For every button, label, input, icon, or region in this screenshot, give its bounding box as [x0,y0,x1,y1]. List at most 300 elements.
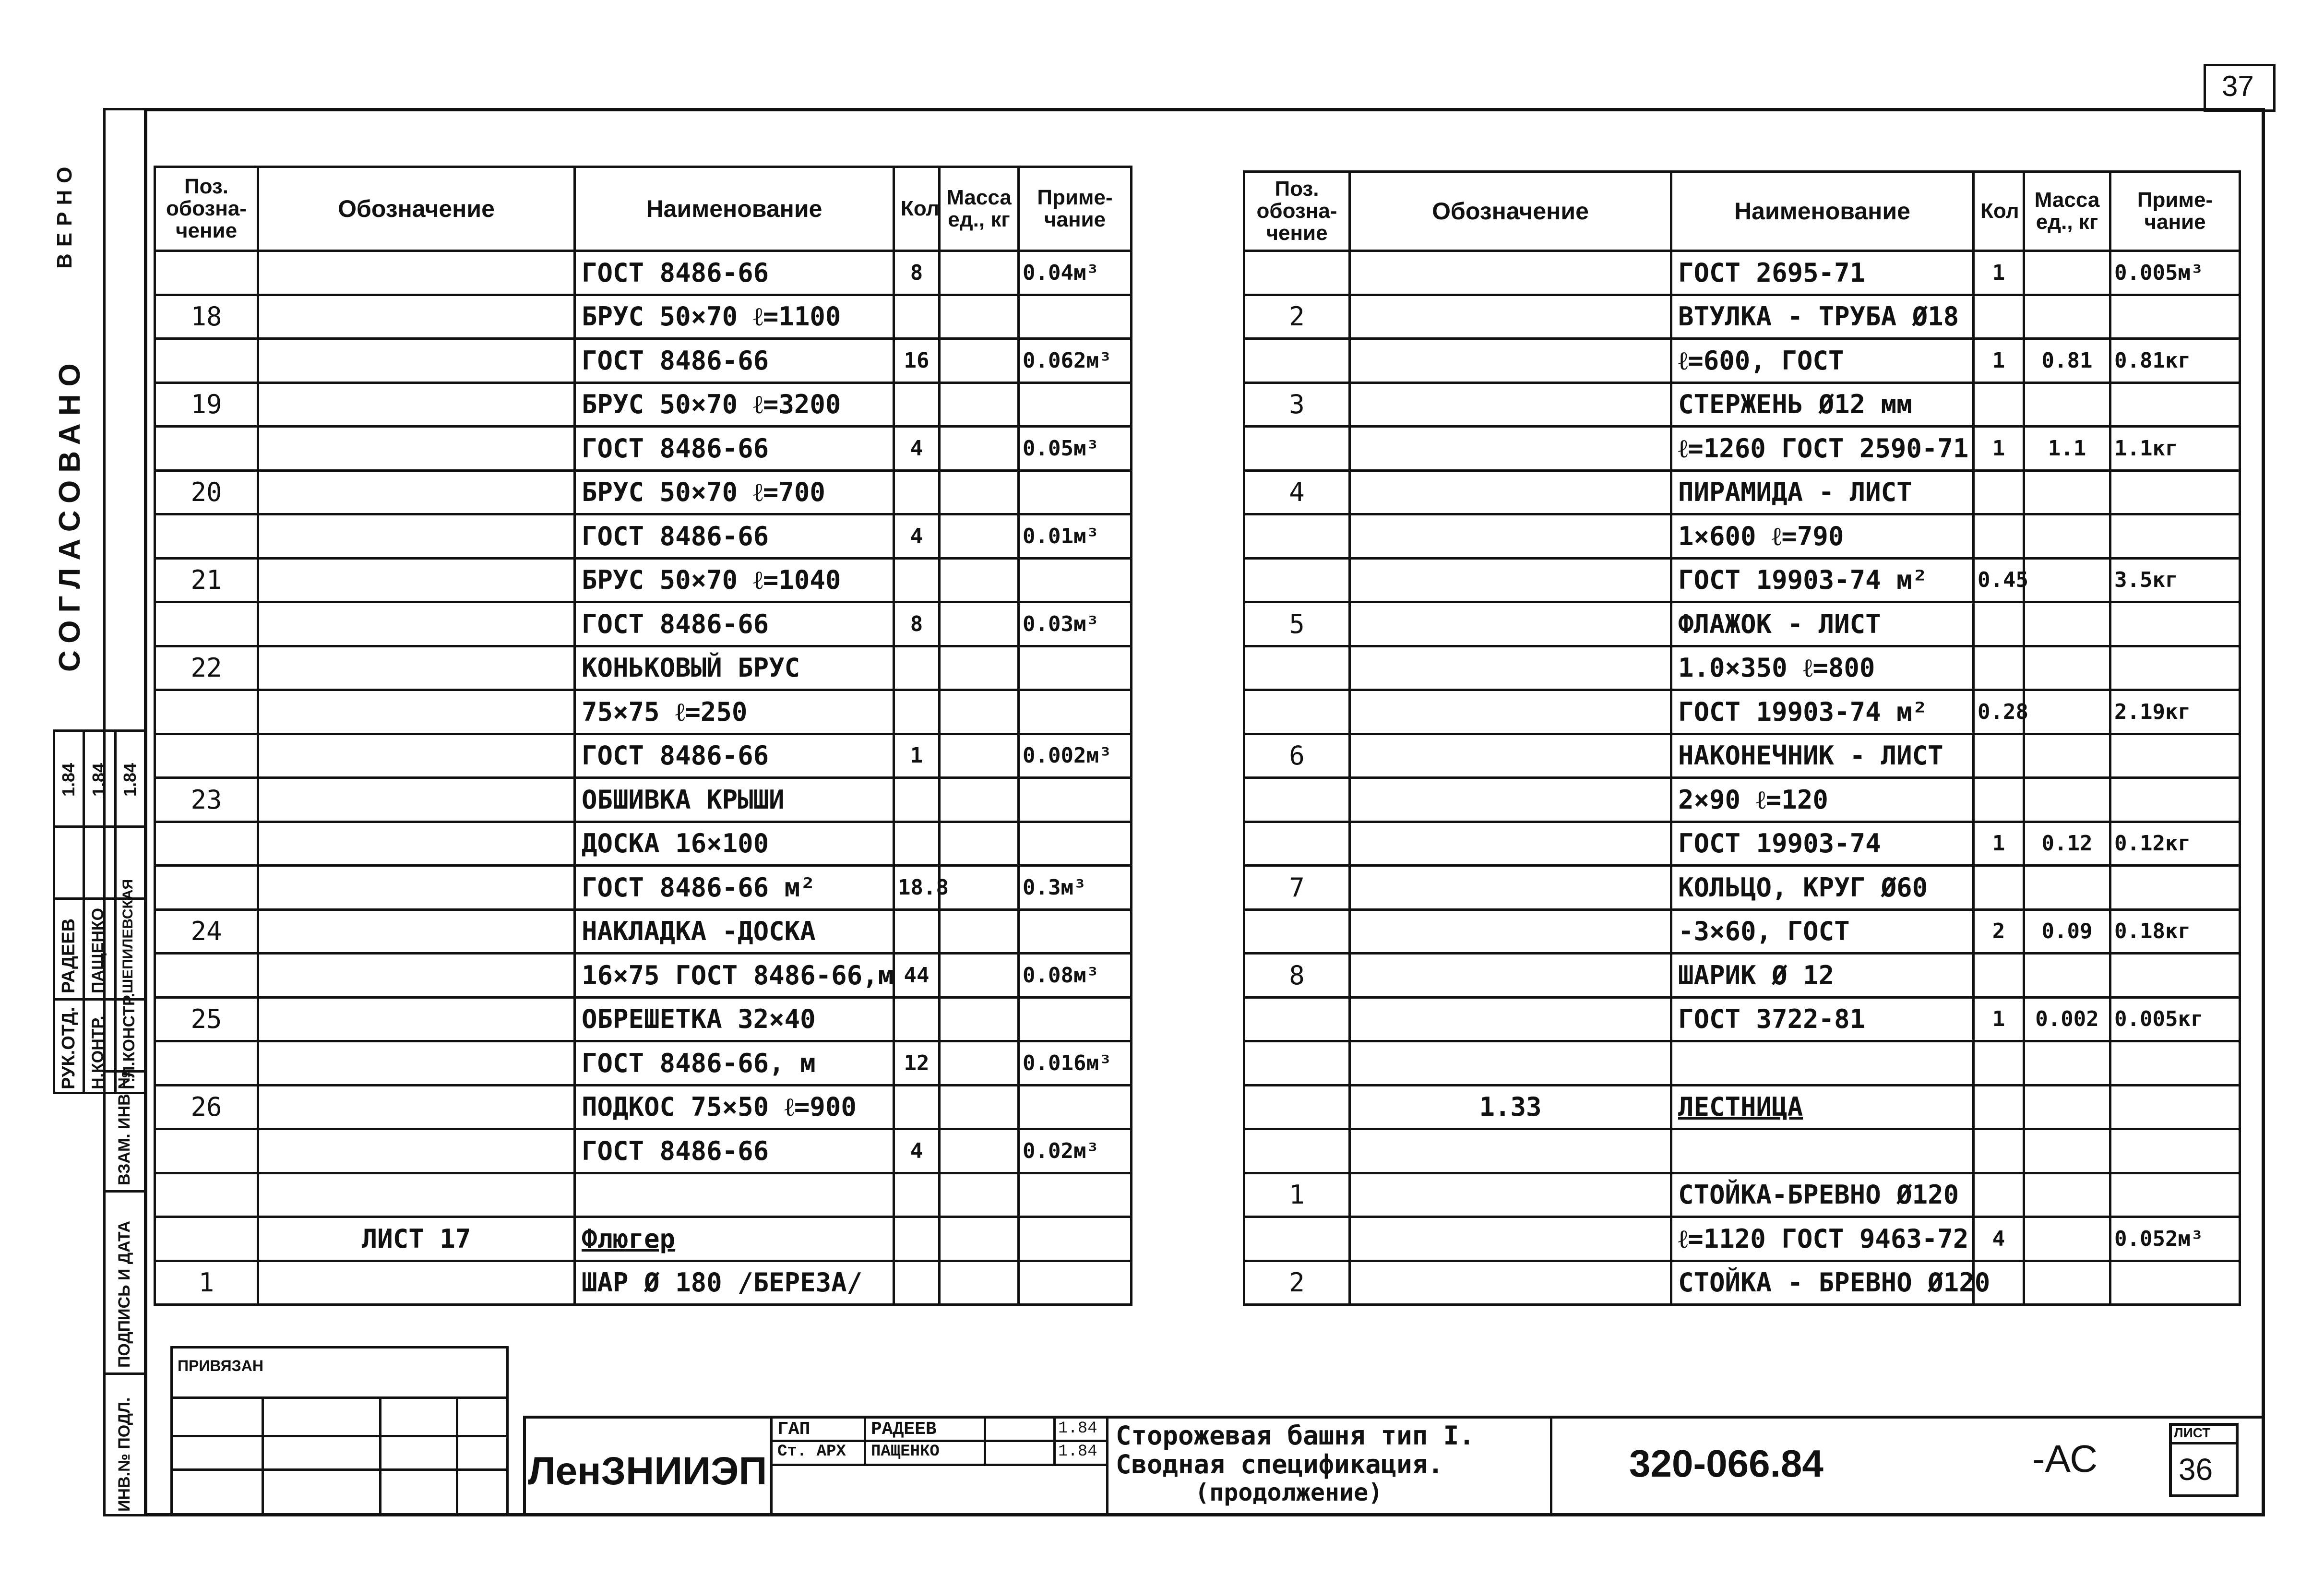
corner-number: 37 [2222,70,2254,102]
right-cell-name: ВТУЛКА - ТРУБА Ø18 [1671,295,1974,339]
left-cell-name: ГОСТ 8486-66, м [575,1041,894,1086]
right-cell-note [2110,514,2240,559]
left-cell-name: НАКЛАДКА -ДОСКА [575,909,894,954]
left-cell-mass [940,602,1019,646]
left-cell-mass [940,558,1019,602]
right-cell-mass [2024,514,2110,559]
table-row [1244,822,2240,866]
right-cell-mass [2024,295,2110,339]
left-cell-designation [258,1041,575,1086]
table-row [155,427,1132,471]
table-row [1244,1041,2240,1086]
left-cell-designation [258,909,575,954]
gap-name: РАДЕЕВ [871,1419,937,1440]
right-cell-designation [1350,1217,1671,1261]
right-cell-pos [1244,427,1350,471]
left-cell-mass [940,690,1019,734]
right-cell-qty: 1 [1974,997,2024,1041]
table-row [1244,690,2240,734]
right-cell-pos [1244,251,1350,295]
left-cell-mass [940,514,1019,559]
soglasovano-label: СОГЛАСОВАНО [53,356,86,672]
left-cell-note [1019,909,1132,954]
right-cell-designation [1350,690,1671,734]
table-row [155,997,1132,1041]
gap-label: ГАП [777,1419,810,1440]
left-cell-note: 0.03м³ [1019,602,1132,646]
table-row [1244,382,2240,427]
table-row [1244,1217,2240,1261]
left-header-pos: Поз. обозна- чение [155,167,258,251]
right-cell-mass: 0.12 [2024,822,2110,866]
right-cell-qty [1974,382,2024,427]
left-cell-pos: 24 [155,909,258,954]
left-cell-pos [155,1217,258,1261]
document-number: 320-066.84 [1629,1442,1823,1485]
right-cell-pos: 1 [1244,1173,1350,1217]
right-cell-pos: 4 [1244,470,1350,514]
left-cell-mass [940,1173,1019,1217]
inv-field-1: ВЗАМ. ИНВ № [115,1071,133,1185]
right-cell-qty: 0.28 [1974,690,2024,734]
right-header-pos: Поз. обозна- чение [1244,172,1350,251]
name-2: ПАЩЕНКО [89,907,107,993]
right-cell-mass [2024,690,2110,734]
left-cell-designation [258,646,575,690]
right-cell-mass [2024,1041,2110,1086]
left-spec-table [154,166,1132,1306]
left-cell-mass [940,339,1019,383]
left-cell-qty [894,470,940,514]
table-row [155,251,1132,295]
right-cell-designation [1350,558,1671,602]
right-cell-designation [1350,734,1671,778]
left-cell-designation [258,734,575,778]
left-cell-qty [894,558,940,602]
role-1: РУК.ОТД. [59,1007,79,1089]
right-cell-name: ℓ=1260 ГОСТ 2590-71 [1671,427,1974,471]
table-row [155,690,1132,734]
left-cell-note [1019,778,1132,822]
left-cell-mass [940,382,1019,427]
left-cell-mass [940,997,1019,1041]
right-cell-pos: 6 [1244,734,1350,778]
table-row [155,866,1132,910]
right-cell-note [2110,602,2240,646]
left-cell-pos [155,602,258,646]
right-cell-mass [2024,470,2110,514]
left-cell-pos [155,1129,258,1173]
left-cell-designation [258,1173,575,1217]
right-cell-mass [2024,866,2110,910]
left-cell-designation [258,470,575,514]
left-cell-qty [894,1217,940,1261]
right-cell-pos: 3 [1244,382,1350,427]
right-cell-mass: 0.09 [2024,909,2110,954]
table-row [1244,602,2240,646]
left-cell-note: 0.002м³ [1019,734,1132,778]
date-1: 1.84 [59,763,78,797]
right-cell-qty: 1 [1974,251,2024,295]
table-row [1244,909,2240,954]
right-cell-pos [1244,778,1350,822]
table-row [155,470,1132,514]
left-cell-qty [894,997,940,1041]
right-cell-name: ФЛАЖОК - ЛИСТ [1671,602,1974,646]
left-cell-mass [940,822,1019,866]
right-header-note: Приме- чание [2110,172,2240,251]
table-row [155,954,1132,998]
right-cell-note [2110,1261,2240,1305]
left-cell-note: 0.08м³ [1019,954,1132,998]
right-cell-name: СТОЙКА-БРЕВНО Ø120 [1671,1173,1974,1217]
arch-name: ПАЩЕНКО [871,1443,940,1461]
left-cell-name: ГОСТ 8486-66 м² [575,866,894,910]
right-cell-designation [1350,295,1671,339]
left-cell-name: БРУС 50×70 ℓ=700 [575,470,894,514]
right-cell-name: ГОСТ 19903-74 м² [1671,558,1974,602]
table-row [1244,558,2240,602]
left-cell-qty: 4 [894,427,940,471]
left-cell-pos [155,822,258,866]
left-cell-name: ДОСКА 16×100 [575,822,894,866]
left-cell-designation [258,997,575,1041]
right-cell-qty [1974,470,2024,514]
right-cell-pos [1244,1085,1350,1129]
right-cell-designation [1350,1261,1671,1305]
table-row [1244,646,2240,690]
right-cell-pos [1244,690,1350,734]
title-date-2: 1.84 [1058,1443,1097,1461]
left-cell-designation [258,866,575,910]
right-cell-pos [1244,339,1350,383]
left-cell-name: ГОСТ 8486-66 [575,734,894,778]
right-cell-qty [1974,1041,2024,1086]
left-cell-name: ГОСТ 8486-66 [575,514,894,559]
right-cell-designation [1350,382,1671,427]
right-cell-note [2110,470,2240,514]
sheet-label: ЛИСТ [2174,1425,2211,1440]
right-cell-pos [1244,1041,1350,1086]
left-cell-qty [894,382,940,427]
left-cell-name: ШАР Ø 180 /БЕРЕЗА/ [575,1261,894,1305]
right-cell-pos: 2 [1244,295,1350,339]
right-cell-pos [1244,514,1350,559]
left-cell-qty [894,1085,940,1129]
right-cell-qty: 1 [1974,427,2024,471]
right-cell-qty: 0.45 [1974,558,2024,602]
left-cell-qty: 12 [894,1041,940,1086]
right-cell-note: 1.1кг [2110,427,2240,471]
left-cell-mass [940,734,1019,778]
right-header-mass: Масса ед., кг [2024,172,2110,251]
left-cell-note: 0.02м³ [1019,1129,1132,1173]
document-suffix: -АС [2032,1437,2098,1480]
right-cell-note: 0.81кг [2110,339,2240,383]
left-cell-qty: 16 [894,339,940,383]
left-cell-mass [940,295,1019,339]
title-line-1: Сторожевая башня тип I. [1116,1420,1475,1451]
right-cell-designation [1350,778,1671,822]
right-cell-name [1671,1041,1974,1086]
table-row [155,602,1132,646]
table-row [1244,734,2240,778]
left-cell-note [1019,1173,1132,1217]
left-cell-qty [894,690,940,734]
left-cell-designation [258,602,575,646]
left-table-header [155,167,1132,251]
left-cell-name: ПОДКОС 75×50 ℓ=900 [575,1085,894,1129]
left-cell-designation [258,514,575,559]
right-cell-designation [1350,514,1671,559]
left-cell-name: ОБРЕШЕТКА 32×40 [575,997,894,1041]
right-cell-qty [1974,778,2024,822]
right-cell-pos [1244,1217,1350,1261]
left-cell-name: ГОСТ 8486-66 [575,251,894,295]
right-cell-designation [1350,646,1671,690]
right-cell-designation [1350,997,1671,1041]
left-cell-note [1019,1085,1132,1129]
right-cell-note: 0.052м³ [2110,1217,2240,1261]
left-cell-name: 75×75 ℓ=250 [575,690,894,734]
left-cell-pos [155,734,258,778]
right-cell-designation [1350,954,1671,998]
right-cell-mass [2024,602,2110,646]
left-cell-designation [258,1085,575,1129]
right-cell-qty [1974,734,2024,778]
right-cell-qty [1974,866,2024,910]
right-cell-mass: 0.81 [2024,339,2110,383]
left-cell-note [1019,997,1132,1041]
right-cell-note [2110,954,2240,998]
left-cell-mass [940,427,1019,471]
left-cell-note [1019,558,1132,602]
right-cell-qty [1974,295,2024,339]
right-cell-qty [1974,602,2024,646]
right-cell-note [2110,1085,2240,1129]
left-cell-note: 0.04м³ [1019,251,1132,295]
table-row [155,1041,1132,1086]
right-cell-note [2110,295,2240,339]
right-cell-mass [2024,1129,2110,1173]
right-cell-qty [1974,514,2024,559]
right-header-designation: Обозначение [1350,172,1671,251]
role-2: Н.КОНТР. [89,1015,107,1089]
right-cell-mass [2024,1217,2110,1261]
table-row [1244,1173,2240,1217]
right-cell-name: СТЕРЖЕНЬ Ø12 мм [1671,382,1974,427]
left-cell-qty: 4 [894,514,940,559]
table-row [155,1085,1132,1129]
right-cell-mass [2024,251,2110,295]
right-cell-pos [1244,646,1350,690]
left-cell-designation [258,295,575,339]
table-row [155,1261,1132,1305]
right-cell-designation [1350,251,1671,295]
left-cell-mass [940,909,1019,954]
left-cell-designation [258,822,575,866]
left-header-qty: Кол [894,167,940,251]
date-3: 1.84 [120,763,140,797]
right-cell-designation [1350,339,1671,383]
right-cell-note: 0.005кг [2110,997,2240,1041]
right-cell-name: ГОСТ 19903-74 [1671,822,1974,866]
right-cell-name: ПИРАМИДА - ЛИСТ [1671,470,1974,514]
left-cell-designation [258,954,575,998]
right-cell-mass [2024,382,2110,427]
right-cell-name: -3×60, ГОСТ [1671,909,1974,954]
left-cell-pos [155,339,258,383]
right-cell-name: 1×600 ℓ=790 [1671,514,1974,559]
right-cell-pos: 5 [1244,602,1350,646]
left-cell-designation [258,1129,575,1173]
table-row [1244,1129,2240,1173]
left-cell-name: ГОСТ 8486-66 [575,602,894,646]
right-cell-name: КОЛЬЦО, КРУГ Ø60 [1671,866,1974,910]
right-cell-mass [2024,1085,2110,1129]
left-cell-pos [155,690,258,734]
right-cell-note [2110,382,2240,427]
left-cell-qty: 44 [894,954,940,998]
table-row [1244,339,2240,383]
right-cell-name: НАКОНЕЧНИК - ЛИСТ [1671,734,1974,778]
left-cell-pos: 18 [155,295,258,339]
right-cell-name: СТОЙКА - БРЕВНО Ø120 [1671,1261,1974,1305]
left-cell-mass [940,1261,1019,1305]
left-cell-pos [155,1041,258,1086]
left-cell-mass [940,646,1019,690]
left-cell-qty: 8 [894,251,940,295]
right-cell-designation: 1.33 [1350,1085,1671,1129]
table-row [155,1217,1132,1261]
left-cell-qty [894,295,940,339]
left-cell-designation [258,778,575,822]
left-cell-note [1019,1261,1132,1305]
left-cell-mass [940,1129,1019,1173]
left-cell-name: ОБШИВКА КРЫШИ [575,778,894,822]
right-cell-qty [1974,646,2024,690]
right-cell-pos [1244,1129,1350,1173]
left-cell-note [1019,822,1132,866]
right-cell-qty: 4 [1974,1217,2024,1261]
left-cell-pos [155,866,258,910]
left-cell-pos: 26 [155,1085,258,1129]
table-row [155,558,1132,602]
right-cell-mass [2024,954,2110,998]
right-spec-table [1243,170,2241,1306]
right-cell-qty [1974,1173,2024,1217]
right-cell-designation [1350,866,1671,910]
left-cell-pos: 25 [155,997,258,1041]
right-cell-note: 3.5кг [2110,558,2240,602]
left-cell-name: БРУС 50×70 ℓ=3200 [575,382,894,427]
right-cell-designation [1350,1173,1671,1217]
table-row [1244,954,2240,998]
left-cell-qty: 4 [894,1129,940,1173]
left-cell-pos [155,251,258,295]
left-cell-name: 16×75 ГОСТ 8486-66,м [575,954,894,998]
left-cell-name: ГОСТ 8486-66 [575,427,894,471]
table-row [1244,1261,2240,1305]
right-cell-note [2110,1129,2240,1173]
arch-label: Ст. АРХ [777,1443,846,1461]
right-cell-mass [2024,1173,2110,1217]
right-cell-name: 1.0×350 ℓ=800 [1671,646,1974,690]
table-row [1244,251,2240,295]
left-cell-designation: ЛИСТ 17 [258,1217,575,1261]
left-cell-qty [894,646,940,690]
right-cell-mass [2024,558,2110,602]
right-cell-pos [1244,558,1350,602]
table-row [155,339,1132,383]
right-header-name: Наименование [1671,172,1974,251]
left-cell-name: КОНЬКОВЫЙ БРУС [575,646,894,690]
left-header-name: Наименование [575,167,894,251]
right-cell-designation [1350,427,1671,471]
left-cell-mass [940,866,1019,910]
left-cell-note [1019,470,1132,514]
table-row [1244,866,2240,910]
left-cell-qty: 1 [894,734,940,778]
left-cell-note: 0.016м³ [1019,1041,1132,1086]
right-cell-pos [1244,909,1350,954]
title-line-3: (продолжение) [1195,1479,1383,1506]
left-cell-note: 0.062м³ [1019,339,1132,383]
right-cell-designation [1350,470,1671,514]
left-cell-note: 0.01м³ [1019,514,1132,559]
verno-label: ВЕРНО [53,160,76,269]
left-cell-designation [258,339,575,383]
right-cell-name: ГОСТ 2695-71 [1671,251,1974,295]
table-row [155,514,1132,559]
right-cell-note: 0.12кг [2110,822,2240,866]
table-row [155,382,1132,427]
table-row [155,909,1132,954]
table-row [1244,470,2240,514]
left-cell-pos: 19 [155,382,258,427]
right-cell-note [2110,866,2240,910]
right-cell-name: ЛЕСТНИЦА [1671,1085,1974,1129]
left-cell-note [1019,646,1132,690]
left-cell-name: БРУС 50×70 ℓ=1040 [575,558,894,602]
table-row [1244,514,2240,559]
left-cell-note: 0.3м³ [1019,866,1132,910]
right-cell-note [2110,1173,2240,1217]
right-cell-mass [2024,646,2110,690]
left-cell-designation [258,251,575,295]
inv-field-3: ИНВ.№ ПОДЛ. [115,1397,133,1512]
right-cell-name: ГОСТ 3722-81 [1671,997,1974,1041]
left-cell-designation [258,427,575,471]
right-cell-qty: 1 [1974,339,2024,383]
right-cell-pos: 7 [1244,866,1350,910]
title-line-2: Сводная спецификация. [1116,1449,1443,1480]
left-cell-mass [940,778,1019,822]
right-cell-mass: 0.002 [2024,997,2110,1041]
name-1: РАДЕЕВ [59,918,79,993]
right-cell-designation [1350,1041,1671,1086]
right-cell-qty: 2 [1974,909,2024,954]
left-cell-qty [894,778,940,822]
right-cell-note: 0.005м³ [2110,251,2240,295]
right-cell-name: ℓ=600, ГОСТ [1671,339,1974,383]
right-cell-designation [1350,909,1671,954]
left-header-designation: Обозначение [258,167,575,251]
left-cell-pos [155,1173,258,1217]
right-table-header [1244,172,2240,251]
left-cell-designation [258,558,575,602]
left-cell-qty [894,1173,940,1217]
